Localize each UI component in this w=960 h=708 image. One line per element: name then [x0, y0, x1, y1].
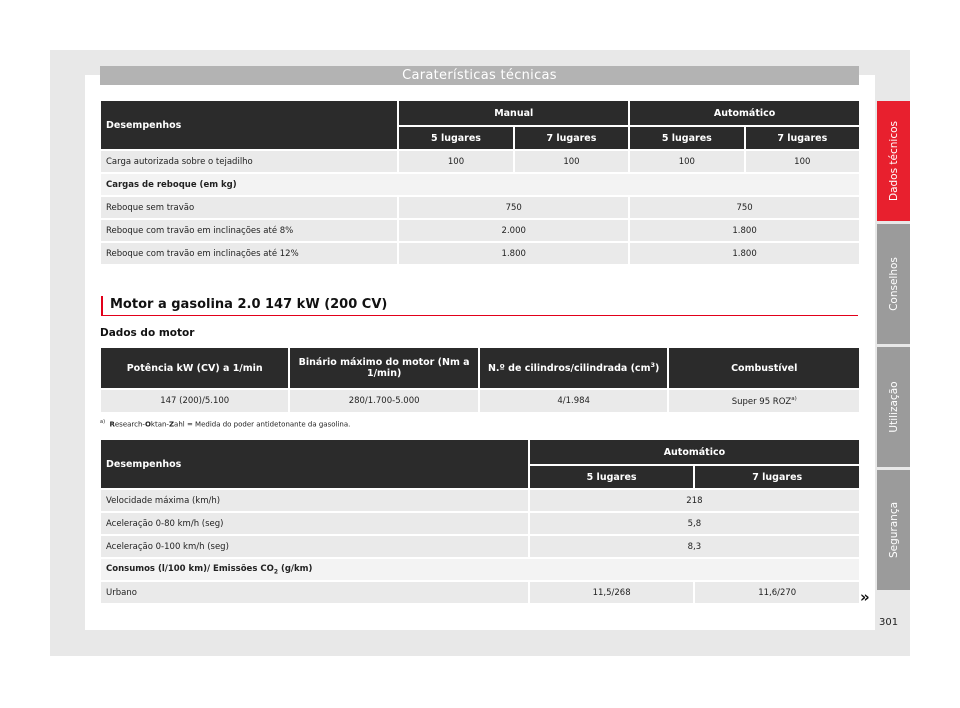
tab-conselhos[interactable]: Conselhos — [877, 224, 910, 344]
table1-subheader: 5 lugares — [630, 127, 743, 149]
table1-header-label: Desempenhos — [101, 101, 397, 149]
cell-value: 5,8 — [530, 513, 859, 534]
cell-value: 100 — [515, 151, 628, 172]
row-label: Reboque sem travão — [101, 197, 397, 218]
table-row — [101, 197, 859, 218]
table2-subheader: 7 lugares — [695, 466, 859, 488]
cell-value: 750 — [630, 197, 859, 218]
cell-value: 280/1.700-5.000 — [290, 390, 477, 412]
cell-value: 100 — [399, 151, 512, 172]
section-row — [101, 559, 859, 580]
table-row — [101, 513, 859, 534]
section-row — [101, 174, 859, 195]
table-row — [101, 490, 859, 511]
row-label: Reboque com travão em inclinações até 12% — [101, 243, 397, 264]
engine-header: Binário máximo do motor (Nm a 1/min) — [290, 348, 477, 388]
engine-header: Potência kW (CV) a 1/min — [101, 348, 288, 388]
cell-value: 100 — [630, 151, 743, 172]
table-row — [101, 536, 859, 557]
row-label: Aceleração 0-100 km/h (seg) — [101, 536, 528, 557]
row-label: Carga autorizada sobre o tejadilho — [101, 151, 397, 172]
table-row — [101, 220, 859, 241]
tab-dados-tecnicos[interactable]: Dados técnicos — [877, 101, 910, 221]
performance-table-2 — [99, 438, 861, 605]
table1-header-manual: Manual — [399, 101, 628, 125]
table-row — [101, 243, 859, 264]
table1-subheader: 7 lugares — [515, 127, 628, 149]
cell-value: 11,5/268 — [530, 582, 694, 603]
cell-value: 2.000 — [399, 220, 628, 241]
cell-value: 147 (200)/5.100 — [101, 390, 288, 412]
cell-value: 1.800 — [630, 243, 859, 264]
table2-header-label: Desempenhos — [101, 440, 528, 488]
table2-subheader: 5 lugares — [530, 466, 694, 488]
table1-header-auto: Automático — [630, 101, 859, 125]
fuel-cell: Super 95 ROZ$^{a)}$ — [669, 390, 859, 412]
table-row — [101, 390, 859, 412]
table1-subheader: 5 lugares — [399, 127, 512, 149]
page-number: 301 — [879, 617, 899, 628]
page-title: Caraterísticas técnicas — [100, 66, 859, 85]
table-row — [101, 582, 859, 603]
engine-table — [99, 346, 861, 414]
footnote: $^{a)}$ Research-Oktan-Zahl = Medida do poder antidetonante da gasolina. — [100, 419, 351, 429]
row-label: Velocidade máxima (km/h) — [101, 490, 528, 511]
engine-header: Combustível — [669, 348, 859, 388]
cell-value: 100 — [746, 151, 859, 172]
cell-value: 1.800 — [630, 220, 859, 241]
engine-subheading: Dados do motor — [100, 327, 195, 339]
cell-value: 750 — [399, 197, 628, 218]
table2-header-auto: Automático — [530, 440, 859, 464]
cell-value: 218 — [530, 490, 859, 511]
section-label: Cargas de reboque (em kg) — [101, 174, 859, 195]
cell-value: 4/1.984 — [480, 390, 668, 412]
section-label: Consumos (l/100 km)/ Emissões $CO_2$ (g/km) — [101, 559, 859, 580]
engine-header-cylinders: N.º de cilindros/cilindrada $(cm^3)$ — [480, 348, 668, 388]
table1-subheader: 7 lugares — [746, 127, 859, 149]
performance-table-1 — [99, 99, 861, 266]
cell-value: 11,6/270 — [695, 582, 859, 603]
row-label: Aceleração 0-80 km/h (seg) — [101, 513, 528, 534]
row-label: Reboque com travão em inclinações até 8% — [101, 220, 397, 241]
cell-value: 1.800 — [399, 243, 628, 264]
next-page-icon[interactable]: » — [860, 588, 870, 606]
tab-utilizacao[interactable]: Utilização — [877, 347, 910, 467]
row-label: Urbano — [101, 582, 528, 603]
tab-seguranca[interactable]: Segurança — [877, 470, 910, 590]
section-title: Motor a gasolina 2.0 147 kW (200 CV) — [101, 296, 858, 316]
cell-value: 8,3 — [530, 536, 859, 557]
table-row — [101, 151, 859, 172]
